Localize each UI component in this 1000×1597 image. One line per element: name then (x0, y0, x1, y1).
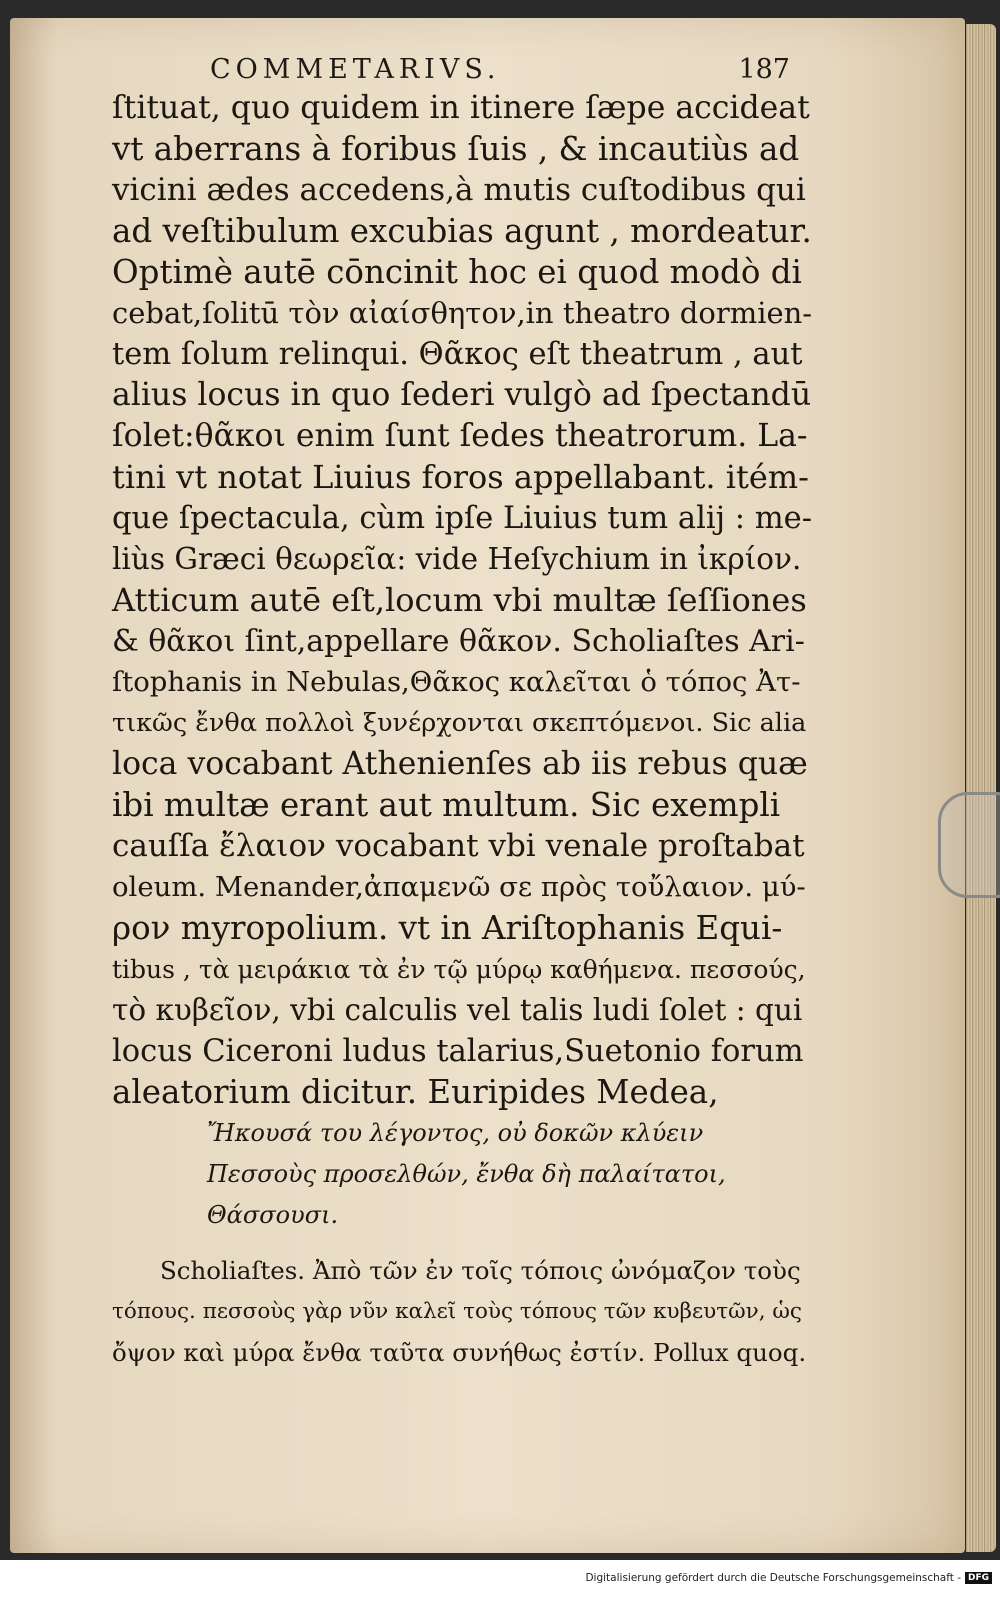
text-line: alius locus in quo ſederi vulgò ad ſpectandū (112, 377, 812, 413)
text-line: tibus , τὰ μειράκια τὰ ἐν τῷ μύρῳ καθήμενα. πεσσούς, (112, 955, 806, 984)
text-line: ad veſtibulum excubias agunt , mordeatur. (112, 212, 812, 250)
running-head (210, 54, 790, 85)
verse-line: Πεσσοὺς προσελθών, ἔνθα δὴ παλαίτατοι, (207, 1160, 726, 1188)
text-line: liùs Græci θεωρεῖα: vide Heſychium in ἰκρίον. (112, 542, 802, 576)
text-line: ſtituat, quo quidem in itinere ſæpe accideat (112, 90, 810, 126)
verse-line: Θάσσουσι. (207, 1201, 339, 1229)
credit-text: Digitalisierung gefördert durch die Deutsche Forschungsgemeinschaft - (585, 1572, 961, 1584)
text-line: que ſpectacula, cùm ipſe Liuius tum alij : me- (112, 501, 813, 536)
text-line: aleatorium dicitur. Euripides Medea, (112, 1073, 719, 1111)
running-title: COMMETARIVS. (210, 54, 501, 85)
text-line: τικῶς ἔνθα πολλοὶ ξυνέρχονται σκεπτόμενοι. Sic alia (112, 708, 807, 738)
text-line: ſolet:θᾶκοι enim ſunt ſedes theatrorum. La- (112, 418, 808, 454)
scholia-line: τόπους. πεσσοὺς γὰρ νῦν καλεῖ τοὺς τόπους τῶν κυβευτῶν, ὡς (112, 1299, 802, 1324)
text-line: loca vocabant Athenienſes ab iis rebus quæ (112, 746, 808, 782)
page-stack-edge (966, 24, 996, 1552)
paragraph-gap (112, 1236, 812, 1250)
text-line: cauſſa ἔλαιον vocabant vbi venale proſtabat (112, 828, 805, 864)
dfg-logo: DFG (965, 1572, 992, 1584)
text-line: ſtophanis in Nebulas,Θᾶκος καλεῖται ὁ τόπος Ἀτ- (112, 666, 801, 698)
text-line: oleum. Menander,ἀπαμενῶ σε πρὸς τοὔλαιον. μύ- (112, 871, 806, 903)
folio-number: 187 (738, 54, 790, 85)
scholia-line: ὄψον καὶ μύρα ἔνθα ταῦτα συνήθως ἐστίν. Pollux quoq. (112, 1338, 807, 1367)
verse-line: Ἤκουσά του λέγοντος, οὐ δοκῶν κλύειν (207, 1119, 704, 1147)
scholia-line: Scholiaſtes. Ἀπὸ τῶν ἐν τοῖς τόποις ὠνόμαζον τοὺς (160, 1256, 801, 1285)
text-line: Optimè autē cōncinit hoc ei quod modò di (112, 253, 802, 291)
text-line: cebat,ſolitū τὸν αἰαίσθητον,in theatro dormien- (112, 296, 813, 330)
text-line: ρον myropolium. vt in Ariſtophanis Equi- (112, 909, 783, 947)
page-clip (938, 792, 1000, 898)
text-line: & θᾶκοι ſint,appellare θᾶκον. Scholiaſtes Ari- (112, 624, 805, 659)
text-line: vicini ædes accedens,à mutis cuſtodibus qui (112, 172, 806, 208)
text-line: τὸ κυβεῖον, vbi calculis vel talis ludi ſolet : qui (112, 993, 803, 1027)
text-line: tem ſolum relinqui. Θᾶκος eſt theatrum , aut (112, 337, 803, 372)
text-line: tini vt notat Liuius foros appellabant. itém- (112, 458, 809, 496)
digitization-credit (585, 1572, 992, 1584)
text-line: vt aberrans à foribus ſuis , & incautiùs ad (112, 130, 800, 168)
text-line: Atticum autē eſt,locum vbi multæ ſeſſiones (112, 581, 807, 619)
text-line: ibi multæ erant aut multum. Sic exempli (112, 786, 781, 824)
text-line: locus Ciceroni ludus talarius,Suetonio forum (112, 1034, 804, 1069)
main-text (112, 88, 812, 1373)
